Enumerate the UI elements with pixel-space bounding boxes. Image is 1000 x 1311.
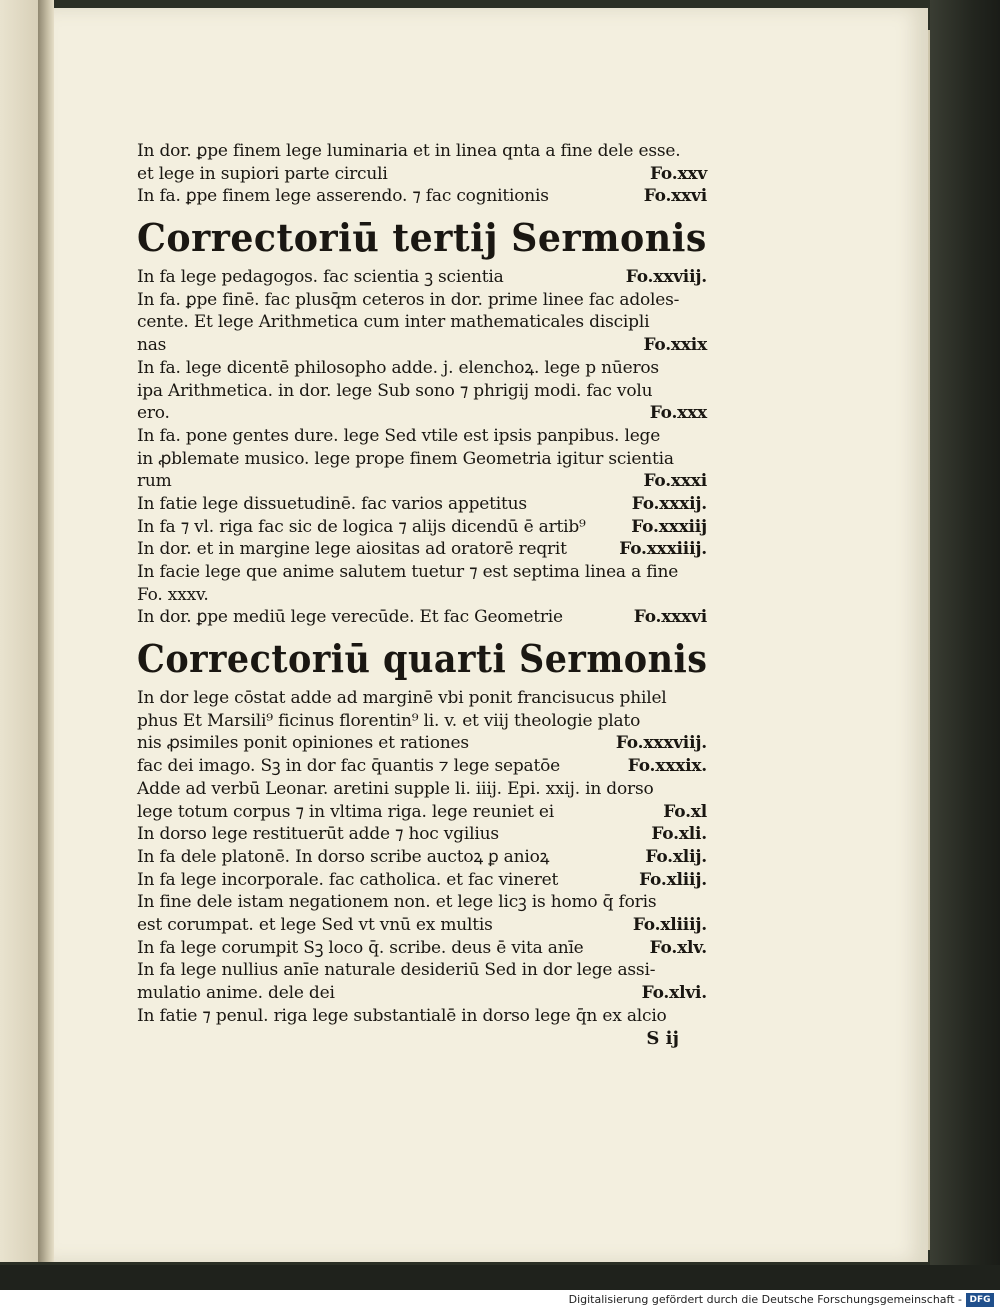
dfg-logo-icon: DFG [966,1293,994,1307]
folio-reference: Fo.xxvi [643,186,707,207]
line-text: nas [137,335,167,356]
book-cover-bottom [0,1265,1000,1290]
text-line [137,448,707,471]
text-line [137,606,707,629]
line-text: Fo. xxxv. [137,584,209,605]
text-line [137,959,707,982]
folio-reference: Fo.xl [663,801,707,822]
text-block-tertij [137,266,707,629]
footer-credit: Digitalisierung gefördert durch die Deutsche Forschungsgemeinschaft - [568,1293,962,1306]
folio-reference: Fo.xxxij. [631,493,707,514]
line-text: In facie lege que anime salutem tuetur ⁊ est septima linea a fine [137,562,679,582]
line-text: In fa ⁊ vl. riga fac sic de logica ⁊ alijs dicendū ē artib⁹ [137,516,586,537]
text-line [137,561,707,584]
text-line [137,914,707,937]
text-line [137,402,707,425]
text-line [137,538,707,561]
text-line [137,823,707,846]
text-line [137,982,707,1005]
text-line [137,493,707,516]
folio-reference: Fo.xxx [649,403,707,424]
text-line [137,846,707,869]
text-line [137,801,707,824]
line-text: ipa Arithmetica. in dor. lege Sub sono ⁊ phrigij modi. fac volu [137,380,653,401]
text-line [137,163,707,186]
text-line [137,266,707,289]
signature-mark [137,1027,707,1051]
folio-reference: Fo.xxxiij [631,516,707,537]
folio-reference: Fo.xlvi. [641,983,707,1003]
line-text: et lege in supiori parte circuli [137,163,388,184]
line-text: In fa. lege dicentē philosopho adde. j. elenchoꝝ. lege p nūeros [137,357,659,378]
line-text: In dorso lege restituerūt adde ⁊ hoc vgilius [137,824,499,845]
text-line [137,937,707,960]
text-line [137,732,707,755]
left-page-edge [0,0,39,1262]
line-text: In fa lege pedagogos. fac scientia ꝫ scientia [137,267,504,288]
folio-reference: Fo.xxxvi [633,607,707,628]
folio-reference: Fo.xliiij. [632,914,707,935]
line-text: In fa. pone gentes dure. lege Sed vtile est ipsis panpibus. lege [137,425,661,446]
signature-text: S ij [646,1028,679,1050]
line-text: est corumpat. et lege Sed vt vnū ex multis [137,914,493,935]
line-text: Adde ad verbū Leonar. aretini supple li. iiij. Epi. xxij. in dorso [137,778,654,799]
text-line [137,687,707,710]
line-text: In fa lege incorporale. fac catholica. et fac vineret [137,869,559,890]
text-line [137,311,707,334]
text-line [137,755,707,778]
folio-reference: Fo.xxviij. [625,267,707,288]
book-cover-right [930,0,1000,1290]
text-line [137,380,707,403]
page-text [137,140,707,1051]
text-line [137,869,707,892]
text-line [137,425,707,448]
line-text: In dor. ꝑpe finem lege luminaria et in linea qnta a fine dele esse. [137,141,681,161]
text-line [137,470,707,493]
folio-reference: Fo.xxix [643,335,707,356]
line-text: ero. [137,403,170,424]
folio-reference: Fo.xxxi [643,471,707,492]
folio-reference: Fo.xlv. [649,937,707,958]
folio-reference: Fo.xxxiiij. [619,539,707,560]
footer-bar [0,1290,1000,1311]
line-text: In fa dele platonē. In dorso scribe auctoꝝ ꝑ anioꝝ [137,846,550,867]
text-line [137,334,707,357]
line-text: In fatie ⁊ penul. riga lege substantialē in dorso lege q̄n ex alcio [137,1005,667,1026]
section-heading-tertij: Correctoriū tertij Sermonis [137,215,707,261]
text-line [137,710,707,733]
line-text: nis ꝓsimiles ponit opiniones et rationes [137,733,469,754]
text-block-quarti [137,687,707,1027]
line-text: In fa. ꝑpe finem lege asserendo. ⁊ fac cognitionis [137,186,549,207]
line-text: lege totum corpus ⁊ in vltima riga. lege reuniet ei [137,801,555,822]
text-line [137,185,707,208]
text-line [137,778,707,801]
text-line [137,584,707,607]
text-line [137,140,707,163]
line-text: in ꝓblemate musico. lege prope finem Geometria igitur scientia [137,448,674,469]
line-text: phus Et Marsili⁹ ficinus florentin⁹ li. v. et viij theologie plato [137,710,641,731]
folio-reference: Fo.xxxix. [627,756,707,777]
section-heading-quarti: Correctoriū quarti Sermonis [137,636,708,682]
line-text: In dor. ꝑpe mediū lege verecūde. Et fac Geometrie [137,607,563,628]
line-text: cente. Et lege Arithmetica cum inter mathematicales discipli [137,312,650,333]
folio-reference: Fo.xli. [651,824,707,845]
line-text: In fatie lege dissuetudinē. fac varios appetitus [137,493,527,514]
folio-reference: Fo.xliij. [639,869,707,890]
text-line [137,357,707,380]
text-line [137,891,707,914]
text-line [137,1005,707,1028]
line-text: In fa lege corumpit Sꝫ loco q̄. scribe. deus ē vita anīe [137,937,584,958]
line-text: In fine dele istam negationem non. et lege licꝫ is homo q̄ foris [137,892,657,913]
folio-reference: Fo.xxv [649,163,707,184]
line-text: fac dei imago. Sꝫ in dor fac q̄uantis ⁊ lege sepatōe [137,756,560,777]
line-text: rum [137,471,172,492]
line-text: In dor lege cōstat adde ad marginē vbi ponit francisucus philel [137,688,667,709]
text-line [137,516,707,539]
folio-reference: Fo.xlij. [645,846,707,867]
line-text: In fa lege nullius anīe naturale desideriū Sed in dor lege assi- [137,960,656,981]
line-text: In dor. et in margine lege aiositas ad oratorē reqrit [137,539,567,560]
book-gutter [38,0,54,1262]
folio-reference: Fo.xxxviij. [615,733,707,754]
line-text: In fa. ꝑpe finē. fac plusq̄m ceteros in dor. prime linee fac adoles- [137,289,680,310]
text-block-opening [137,140,707,208]
line-text: mulatio anime. dele dei [137,983,335,1003]
text-line [137,289,707,312]
